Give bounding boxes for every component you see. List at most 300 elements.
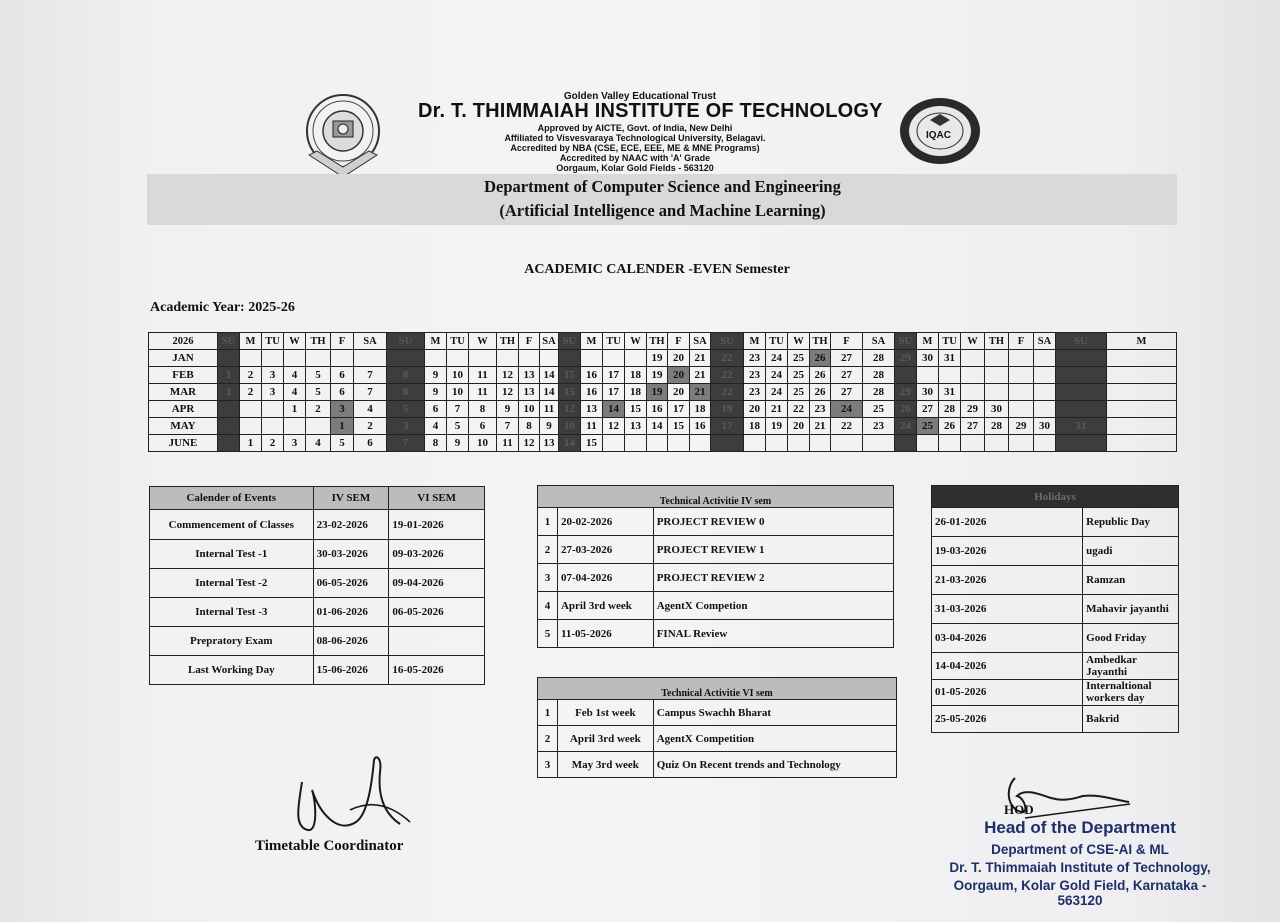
holiday-row [932,624,1179,653]
event-date: 06-05-2026 [313,569,389,598]
day-header: SU [1056,333,1107,350]
tech-activities-vi-table [537,677,897,778]
calendar-day [810,435,831,452]
day-header: TH [985,333,1009,350]
calendar-day [306,350,331,367]
holiday-row [932,508,1179,537]
calendar-day: 31 [1056,418,1107,435]
calendar-day [625,435,647,452]
calendar-day [985,367,1009,384]
calendar-day [1056,401,1107,418]
activity-date: May 3rd week [557,752,653,778]
calendar-day [469,350,497,367]
calendar-day [711,435,744,452]
calendar-day [425,350,447,367]
calendar-day [284,350,306,367]
calendar-day [690,435,711,452]
calendar-day: 18 [625,384,647,401]
calendar-day [581,350,603,367]
holiday-date: 19-03-2026 [932,537,1083,566]
calendar-day [1056,367,1107,384]
calendar-day: 20 [668,384,690,401]
calendar-day: 16 [581,367,603,384]
calendar-day [240,418,262,435]
address-line: Oorgaum, Kolar Gold Fields - 563120 [556,163,714,173]
event-date: 01-06-2026 [313,598,389,627]
calendar-day: 1 [331,418,354,435]
calendar-day [540,350,559,367]
calendar-day [1107,350,1177,367]
calendar-day: 21 [690,350,711,367]
calendar-day [863,435,895,452]
calendar-day [647,435,668,452]
calendar-day: 11 [540,401,559,418]
calendar-day: 9 [497,401,519,418]
calendar-day: 21 [766,401,788,418]
calendar-day: 7 [387,435,425,452]
calendar-day: 30 [917,350,939,367]
calendar-day: 21 [690,367,711,384]
calendar-day: 17 [668,401,690,418]
calendar-day: 20 [744,401,766,418]
event-row [150,540,485,569]
stamp-address: Oorgaum, Kolar Gold Field, Karnataka - 563120 [953,878,1207,908]
calendar-day: 23 [744,350,766,367]
calendar-day [519,350,540,367]
calendar-day [831,435,863,452]
calendar-day [961,350,985,367]
hod-label: HOD [1004,802,1034,817]
calendar-day: 20 [668,350,690,367]
calendar-day: 29 [895,350,917,367]
tech-activity-row [538,752,897,778]
month-name: FEB [149,367,218,384]
holiday-date: 21-03-2026 [932,566,1083,595]
tech-activities-iv-table [537,485,894,648]
calendar-day: 23 [744,384,766,401]
institute-logo [303,93,383,179]
calendar-day: 29 [961,401,985,418]
calendar-day [1009,401,1034,418]
calendar-day [961,384,985,401]
month-name: MAY [149,418,218,435]
holiday-name: ugadi [1083,537,1179,566]
calendar-day: 3 [262,367,284,384]
day-header: SU [559,333,581,350]
calendar-day: 4 [306,435,331,452]
event-date: 15-06-2026 [313,656,389,685]
calendar-day: 12 [519,435,540,452]
calendar-day: 6 [354,435,387,452]
calendar-day [1034,401,1056,418]
department-name: Department of Computer Science and Engineering [484,177,841,196]
day-header: TU [603,333,625,350]
activity-number: 2 [538,536,558,564]
activity-name: PROJECT REVIEW 2 [653,564,893,592]
calendar-day: 13 [625,418,647,435]
activity-name: PROJECT REVIEW 0 [653,508,893,536]
calendar-day [1107,418,1177,435]
calendar-day: 26 [810,384,831,401]
calendar-day [895,435,917,452]
calendar-day: 21 [810,418,831,435]
activity-number: 4 [538,592,558,620]
naac-line: Accredited by NAAC with 'A' Grade [559,153,711,163]
calendar-day: 19 [766,418,788,435]
day-header: SA [863,333,895,350]
event-row [150,510,485,540]
tech-title-row [538,486,894,508]
calendar-day [262,401,284,418]
calendar-day: 4 [284,367,306,384]
calendar-day: 1 [218,367,240,384]
calendar-day [387,350,425,367]
activity-date: 07-04-2026 [557,564,653,592]
department-specialization: (Artificial Intelligence and Machine Learning) [499,201,826,220]
holiday-date: 31-03-2026 [932,595,1083,624]
event-date: 19-01-2026 [389,510,485,540]
day-header: F [331,333,354,350]
calendar-day [284,418,306,435]
day-header: M [1107,333,1177,350]
calendar-day: 15 [559,367,581,384]
calendar-day: 8 [387,384,425,401]
day-header: SU [711,333,744,350]
calendar-day: 2 [306,401,331,418]
activity-date: April 3rd week [557,592,653,620]
calendar-day [306,418,331,435]
calendar-day: 17 [711,418,744,435]
activity-name: Quiz On Recent trends and Technology [653,752,896,778]
approval-line: Approved by AICTE, Govt. of India, New Delhi [537,123,733,133]
tech-title: Technical Activitie VI sem [538,678,897,700]
holiday-name: Republic Day [1083,508,1179,537]
calendar-day: 30 [985,401,1009,418]
page-title: ACADEMIC CALENDER -EVEN Semester [524,262,790,277]
tech-activity-row [538,508,894,536]
event-name: Internal Test -3 [150,598,314,627]
calendar-day [1009,384,1034,401]
day-header: TH [497,333,519,350]
calendar-day: 1 [284,401,306,418]
holiday-row [932,595,1179,624]
calendar-day: 10 [469,435,497,452]
calendar-day: 10 [519,401,540,418]
holiday-name: Bakrid [1083,706,1179,733]
holidays-table [931,485,1179,733]
day-header: F [668,333,690,350]
tech-activity-row [538,536,894,564]
day-header: W [469,333,497,350]
calendar-day: 27 [831,367,863,384]
event-row [150,627,485,656]
event-date: 08-06-2026 [313,627,389,656]
holidays-title-row [932,486,1179,508]
calendar-day [1107,367,1177,384]
calendar-day: 27 [917,401,939,418]
activity-date: April 3rd week [557,726,653,752]
event-name: Prepratory Exam [150,627,314,656]
calendar-day: 13 [540,435,559,452]
calendar-day: 7 [354,384,387,401]
calendar-day: 27 [831,350,863,367]
activity-name: AgentX Competion [653,592,893,620]
calendar-day [218,350,240,367]
activity-name: AgentX Competition [653,726,896,752]
calendar-day: 19 [711,401,744,418]
calendar-day: 15 [581,435,603,452]
calendar-day: 11 [469,384,497,401]
calendar-day [961,367,985,384]
day-header: TH [306,333,331,350]
activity-name: FINAL Review [653,620,893,648]
calendar-day: 6 [425,401,447,418]
holiday-date: 26-01-2026 [932,508,1083,537]
event-name: Commencement of Classes [150,510,314,540]
event-date: 23-02-2026 [313,510,389,540]
calendar-day: 28 [939,401,961,418]
calendar-day: 2 [240,384,262,401]
calendar-day: 8 [519,418,540,435]
calendar-day: 25 [788,367,810,384]
day-header: W [284,333,306,350]
calendar-day: 5 [447,418,469,435]
calendar-month-row [149,401,1177,418]
calendar-day: 7 [447,401,469,418]
calendar-day [1034,384,1056,401]
day-header: TU [262,333,284,350]
calendar-day: 18 [744,418,766,435]
holiday-date: 01-05-2026 [932,679,1083,706]
calendar-day: 16 [690,418,711,435]
stamp-institute: Dr. T. Thimmaiah Institute of Technology, [949,860,1211,875]
tech-title-row [538,678,897,700]
coordinator-label: Timetable Coordinator [255,838,404,854]
event-date: 09-03-2026 [389,540,485,569]
holiday-name: Mahavir jayanthi [1083,595,1179,624]
event-date: 16-05-2026 [389,656,485,685]
calendar-day [240,350,262,367]
calendar-day: 28 [863,350,895,367]
calendar-day: 25 [917,418,939,435]
holiday-row [932,679,1179,706]
calendar-day [497,350,519,367]
calendar-day [744,435,766,452]
calendar-month-row [149,384,1177,401]
events-header-cell: IV SEM [313,487,389,510]
day-header: M [917,333,939,350]
calendar-day [985,384,1009,401]
calendar-day [331,350,354,367]
calendar-day [218,418,240,435]
calendar-day: 25 [863,401,895,418]
calendar-header-row [149,333,1177,350]
calendar-day: 2 [240,367,262,384]
calendar-day: 11 [581,418,603,435]
day-header: SU [895,333,917,350]
event-name: Internal Test -1 [150,540,314,569]
event-row [150,656,485,685]
calendar-day [354,350,387,367]
stamp-title: Head of the Department [984,818,1176,837]
calendar-day: 28 [863,384,895,401]
activity-number: 3 [538,752,558,778]
activity-date: 27-03-2026 [557,536,653,564]
calendar-day: 17 [603,384,625,401]
day-header: F [1009,333,1034,350]
calendar-day: 7 [354,367,387,384]
calendar-day: 14 [559,435,581,452]
calendar-day [1034,435,1056,452]
calendar-day: 26 [895,401,917,418]
academic-calendar [148,332,1177,452]
calendar-day [939,367,961,384]
calendar-day: 27 [831,384,863,401]
calendar-day [559,350,581,367]
calendar-day [1056,350,1107,367]
calendar-day: 29 [895,384,917,401]
calendar-day: 6 [331,384,354,401]
activity-date: 11-05-2026 [557,620,653,648]
tech-activity-row [538,592,894,620]
holiday-name: Ambedkar Jayanthi [1083,653,1179,680]
activity-number: 5 [538,620,558,648]
holiday-name: Ramzan [1083,566,1179,595]
day-header: SA [690,333,711,350]
calendar-day [625,350,647,367]
calendar-day: 26 [810,367,831,384]
calendar-day: 7 [497,418,519,435]
calendar-day: 18 [690,401,711,418]
calendar-month-row [149,367,1177,384]
day-header: F [831,333,863,350]
stamp-department: Department of CSE-AI & ML [991,842,1169,857]
calendar-day: 11 [469,367,497,384]
calendar-day: 13 [581,401,603,418]
activity-name: Campus Swachh Bharat [653,700,896,726]
calendar-day [766,435,788,452]
calendar-day: 5 [306,367,331,384]
calendar-day: 30 [917,384,939,401]
holiday-row [932,537,1179,566]
calendar-day [1034,367,1056,384]
day-header: M [240,333,262,350]
holiday-name: Good Friday [1083,624,1179,653]
day-header: SU [218,333,240,350]
calendar-day: 4 [284,384,306,401]
activity-date: 20-02-2026 [557,508,653,536]
event-date: 06-05-2026 [389,598,485,627]
holiday-row [932,706,1179,733]
calendar-day: 27 [961,418,985,435]
calendar-day: 20 [668,367,690,384]
calendar-day [1107,401,1177,418]
calendar-day: 24 [831,401,863,418]
calendar-day: 19 [647,367,668,384]
calendar-day [1056,435,1107,452]
day-header: TU [447,333,469,350]
calendar-day [603,350,625,367]
event-date [389,627,485,656]
activity-number: 2 [538,726,558,752]
month-name: JUNE [149,435,218,452]
calendar-day [262,418,284,435]
calendar-day [1009,435,1034,452]
holiday-date: 25-05-2026 [932,706,1083,733]
calendar-day: 9 [447,435,469,452]
calendar-day [1009,350,1034,367]
calendar-day: 9 [540,418,559,435]
tech-activity-row [538,620,894,648]
hod-stamp [935,818,1225,908]
calendar-day: 8 [469,401,497,418]
calendar-day: 24 [766,367,788,384]
tech-activity-row [538,726,897,752]
calendar-day: 4 [425,418,447,435]
calendar-day: 22 [711,367,744,384]
month-name: JAN [149,350,218,367]
calendar-day: 25 [788,350,810,367]
calendar-day: 14 [647,418,668,435]
calendar-day: 16 [581,384,603,401]
calendar-day: 11 [497,435,519,452]
calendar-day: 20 [788,418,810,435]
events-table [149,486,485,685]
calendar-day: 16 [647,401,668,418]
calendar-day: 9 [425,367,447,384]
calendar-day: 10 [447,384,469,401]
calendar-day [939,435,961,452]
day-header: W [961,333,985,350]
day-header: W [625,333,647,350]
calendar-day: 6 [469,418,497,435]
iqac-label: IQAC [926,130,951,141]
calendar-day: 9 [425,384,447,401]
day-header: TU [766,333,788,350]
calendar-day: 12 [497,367,519,384]
calendar-month-row [149,435,1177,452]
calendar-day: 28 [863,367,895,384]
academic-year: Academic Year: 2025-26 [150,300,295,315]
calendar-day [218,401,240,418]
activity-number: 3 [538,564,558,592]
calendar-day [1056,384,1107,401]
calendar-day: 26 [939,418,961,435]
calendar-day: 30 [1034,418,1056,435]
calendar-month-row [149,418,1177,435]
day-header: TU [939,333,961,350]
calendar-day [1009,367,1034,384]
event-date: 09-04-2026 [389,569,485,598]
day-header: SA [1034,333,1056,350]
event-name: Internal Test -2 [150,569,314,598]
calendar-day: 8 [425,435,447,452]
calendar-day: 19 [647,350,668,367]
day-header: F [519,333,540,350]
calendar-day [1107,435,1177,452]
calendar-day [603,435,625,452]
calendar-day: 12 [603,418,625,435]
calendar-day: 10 [559,418,581,435]
calendar-day [788,435,810,452]
calendar-day [985,350,1009,367]
day-header: SU [387,333,425,350]
calendar-day: 22 [788,401,810,418]
activity-date: Feb 1st week [557,700,653,726]
calendar-day [917,367,939,384]
calendar-day: 3 [331,401,354,418]
calendar-day: 28 [985,418,1009,435]
